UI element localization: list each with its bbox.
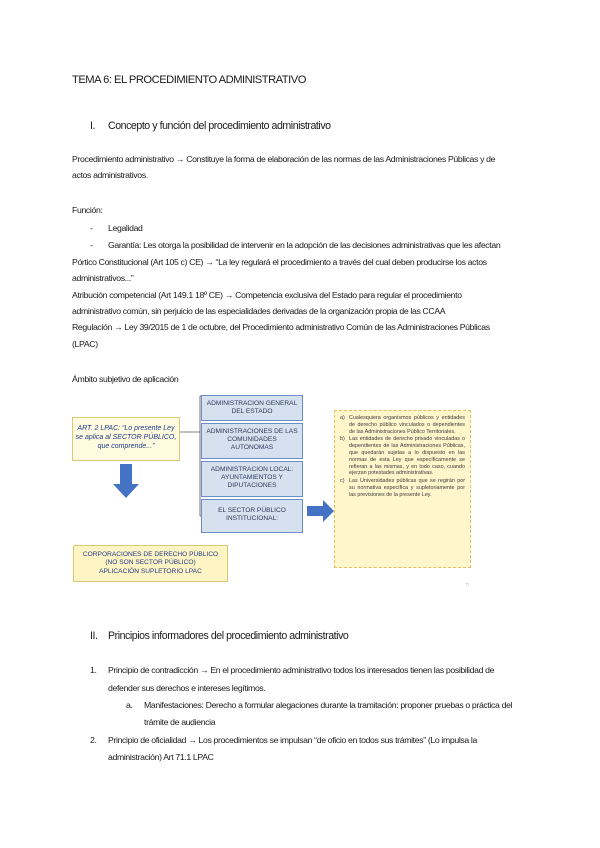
list-number: 2. bbox=[90, 735, 97, 745]
bracket-connector bbox=[180, 392, 202, 522]
ambito-label: Ámbito subjetivo de aplicación bbox=[72, 374, 179, 384]
item-text: Las entidades de derecho privado vinculadas o dependientes de las Administraciones Públicas, que quedarán sujetas a lo dispuesto en las normas de esta Ley que específicamente se refieran a las mismas, y en todo caso, cuando ejerzan potestades administrativas. bbox=[349, 436, 465, 477]
sector-publico-institucional-box bbox=[201, 499, 303, 533]
admin-comunidades-box bbox=[201, 423, 303, 459]
box-line: DIPUTACIONES bbox=[227, 482, 277, 489]
paragraph-line: Regulación → Ley 39/2015 de 1 de octubre, del Procedimiento administrativo Común de las Administraciones Públicas bbox=[72, 322, 490, 332]
art2-line: ART. 2 LPAC: “Lo presente Ley bbox=[77, 425, 175, 432]
box-line: ADMINISTRACIONES DE LAS bbox=[206, 428, 298, 435]
section-2-number: II. bbox=[90, 630, 98, 642]
item-letter: c) bbox=[340, 478, 345, 485]
list-number: 1. bbox=[90, 665, 97, 675]
entity-item bbox=[340, 415, 465, 435]
item-letter: a) bbox=[340, 415, 345, 421]
bullet-dash: - bbox=[90, 240, 93, 250]
box-line: APLICACIÓN SUPLETORIO LPAC bbox=[99, 567, 202, 575]
art2-box bbox=[72, 417, 180, 461]
item-text: Cualesquiera organismos públicos y entidades de derecho público vinculados o dependientes de las Administraciones Público Territoriales. bbox=[349, 415, 465, 435]
box-line: EL SECTOR PÚBLICO bbox=[218, 507, 286, 514]
sublist-item-line: Manifestaciones: Derecho a formular alegaciones durante la tramitación: proponer pruebas o práctica del bbox=[144, 700, 513, 710]
box-line: AYUNTAMIENTOS Y bbox=[221, 474, 283, 481]
paragraph-line: actos administrativos. bbox=[72, 170, 148, 180]
paragraph-line: Atribución competencial (Art 149.1 18º CE) → Competencia exclusiva del Estado para regular el procedimiento bbox=[72, 290, 462, 300]
right-arrow-icon bbox=[307, 500, 335, 522]
admin-general-estado-box bbox=[201, 395, 303, 421]
funcion-label: Función: bbox=[72, 205, 103, 215]
item-letter: b) bbox=[340, 436, 345, 443]
box-line: INSTITUCIONAL: bbox=[225, 515, 279, 522]
art2-line: que comprende...” bbox=[97, 443, 155, 450]
bullet-dash: - bbox=[90, 223, 93, 233]
section-1-heading: Concepto y función del procedimiento administrativo bbox=[108, 120, 331, 132]
entity-item bbox=[340, 478, 465, 498]
corporaciones-box bbox=[73, 545, 228, 582]
box-line: CORPORACIONES DE DERECHO PÚBLICO bbox=[82, 551, 219, 558]
corner-mark: □ bbox=[466, 582, 470, 588]
paragraph-line: Pórtico Constitucional (Art 105 c) CE) → “La ley regulará el procedimiento a través del cual deben producirse los actos bbox=[72, 257, 487, 267]
paragraph-line: (LPAC) bbox=[72, 339, 98, 349]
box-line: (NO SON SECTOR PÚBLICO) bbox=[105, 559, 196, 567]
list-item-line: Principio de contradicción → En el procedimiento administrativo todos los interesados tienen las posibilidad de bbox=[108, 665, 495, 675]
bullet-legalidad: Legalidad bbox=[108, 223, 143, 233]
section-2-heading: Principios informadores del procedimiento administrativo bbox=[108, 630, 349, 642]
box-line: AUTONOMAS bbox=[230, 444, 274, 451]
list-item-line: administración) Art 71.1 LPAC bbox=[108, 752, 214, 762]
list-item-line: Principio de oficialidad → Los procedimientos se impulsan “de oficio en todos sus trámites” (Lo impulsa la bbox=[108, 735, 477, 745]
box-line: ADMINISTRACION LOCAL: bbox=[210, 466, 294, 473]
paragraph-line: Procedimiento administrativo → Constituye la forma de elaboración de las normas de las Administraciones Públicas y de bbox=[72, 154, 496, 164]
down-arrow-icon bbox=[113, 464, 139, 498]
list-item-line: defender sus derechos e intereses legítimos. bbox=[108, 683, 266, 693]
paragraph-line: administrativo común, sin perjuicio de las especialidades derivadas de la organización propia de las CCAA bbox=[72, 306, 446, 316]
box-line: DEL ESTADO bbox=[231, 408, 273, 415]
bullet-garantia: Garantía: Les otorga la posibilidad de intervenir en la adopción de las decisiones administrativas que les afectan bbox=[108, 240, 501, 250]
sublist-item-line: trámite de audiencia bbox=[144, 717, 216, 727]
box-line: COMUNIDADES bbox=[227, 436, 277, 443]
document-title: TEMA 6: EL PROCEDIMIENTO ADMINISTRATIVO bbox=[72, 74, 306, 86]
entity-item bbox=[340, 436, 465, 477]
item-text: Las Universidades públicas que se regirán por su normativa específica y supletoriamente por las previsiones de la presente Ley. bbox=[349, 478, 465, 498]
admin-local-box bbox=[201, 461, 303, 497]
paragraph-line: administrativos...” bbox=[72, 273, 134, 283]
section-1-number: I. bbox=[90, 120, 95, 132]
box-line: ADMINISTRACION GENERAL bbox=[206, 400, 298, 407]
sublist-letter: a. bbox=[126, 700, 133, 710]
art2-line: se aplica al SECTOR PÚBLICO, bbox=[75, 434, 177, 441]
entities-list-box bbox=[334, 410, 471, 568]
